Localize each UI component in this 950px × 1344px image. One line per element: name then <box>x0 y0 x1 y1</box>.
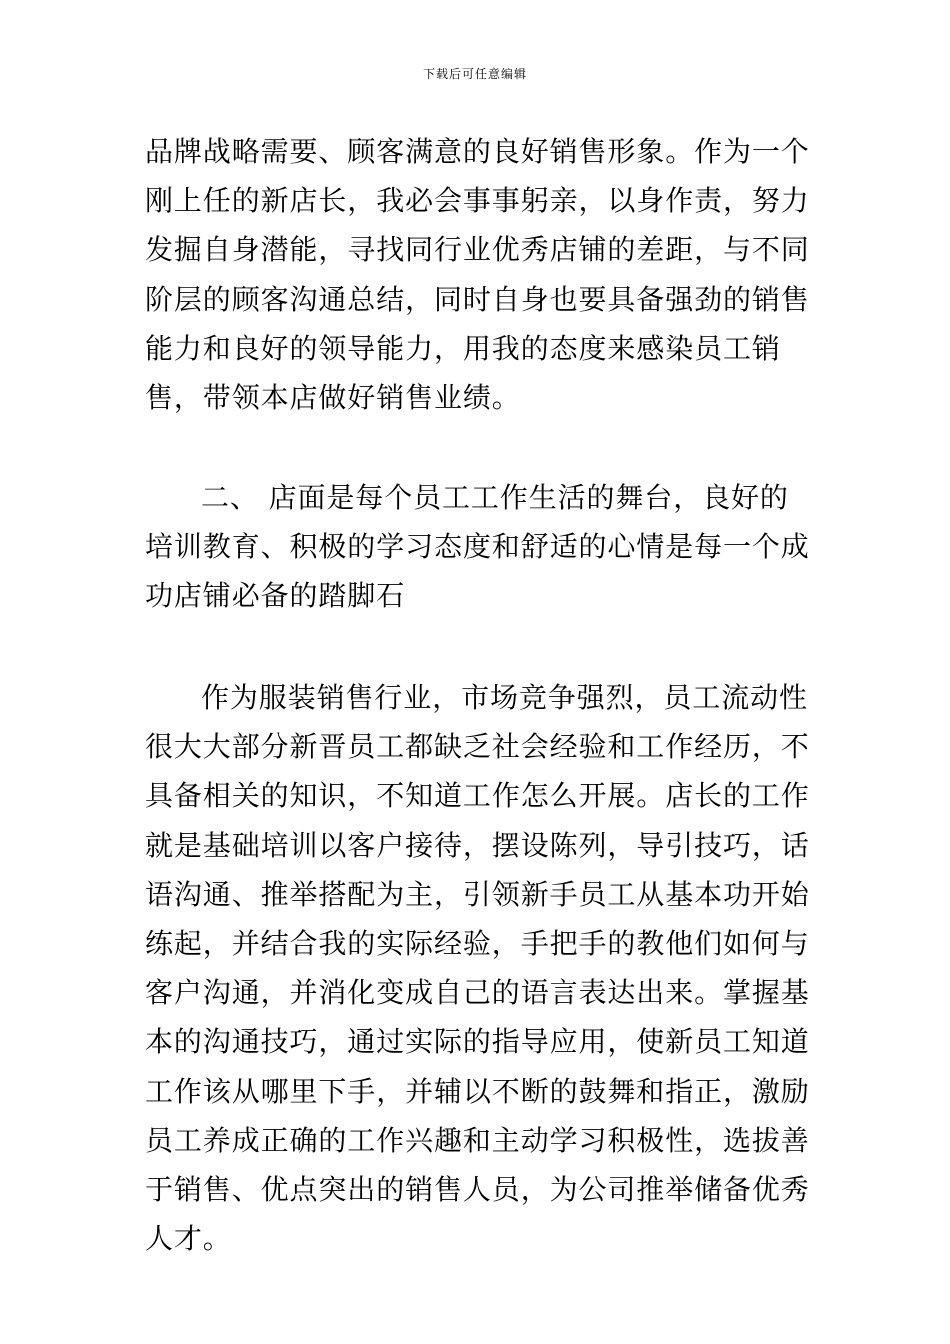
paragraph-staff-training: 作为服装销售行业，市场竞争强烈，员工流动性很大大部分新晋员工都缺乏社会经验和工作经历，不具备相关的知识，不知道工作怎么开展。店长的工作就是基础培训以客户接待，摆设陈列，导引技巧，话语沟通、推举搭配为主，引领新手员工从基本功开始练起，并结合我的实际经验，手把手的教他们如何与客户沟通，并消化变成自己的语言表达出来。掌握基本的沟通技巧，通过实际的指导应用，使新员工知道工作该从哪里下手，并辅以不断的鼓舞和指正，激励员工养成正确的工作兴趣和主动学习积极性，选拔善于销售、优点突出的销售人员，为公司推举储备优秀人才。 <box>145 681 810 1256</box>
paragraph-brand-strategy: 品牌战略需要、顾客满意的良好销售形象。作为一个刚上任的新店长，我必会事事躬亲，以身作责，努力发掘自身潜能，寻找同行业优秀店铺的差距，与不同阶层的顾客沟通总结，同时自身也要具备强劲的销售能力和良好的领导能力，用我的态度来感染员工销售，带领本店做好销售业绩。 <box>145 135 810 415</box>
section-heading-store-stage: 二、 店面是每个员工工作生活的舞台，良好的培训教育、积极的学习态度和舒适的心情是每一个成功店铺必备的踏脚石 <box>145 481 810 613</box>
page-header: 下载后可任意编辑 <box>422 67 527 81</box>
